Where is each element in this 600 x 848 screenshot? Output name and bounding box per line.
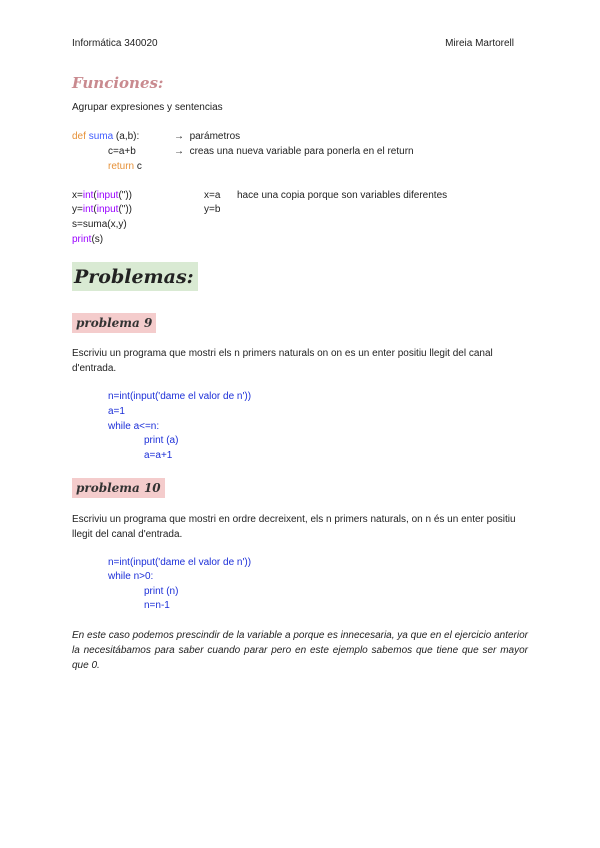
return-keyword: return — [108, 161, 135, 172]
code-x-line — [72, 189, 132, 203]
y-rest: (")) — [118, 204, 132, 215]
p10-code-line: n=int(input('dame el valor de n')) — [108, 557, 252, 568]
p9-code-line: n=int(input('dame el valor de n')) — [108, 391, 252, 402]
p10-code-line: while n>0: — [108, 571, 154, 582]
p9-code-line: print (a) — [144, 435, 179, 446]
input-builtin: input — [96, 190, 119, 201]
code-def-line — [72, 130, 139, 144]
code-print-line — [72, 233, 103, 247]
int-builtin: int — [82, 190, 94, 201]
return-value: c — [136, 161, 142, 172]
problemas-title: Problemas: — [72, 262, 198, 291]
arrow-icon: → — [174, 131, 184, 142]
def-note: parámetros — [189, 131, 241, 142]
p10-code-line: n=n-1 — [144, 600, 170, 611]
body-annotation — [174, 145, 414, 159]
p9-code-line: a=1 — [108, 406, 125, 417]
print-builtin: print — [72, 234, 92, 245]
problema-10-statement: Escriviu un programa que mostri en ordre decreixent, els n primers naturals, on n és un enter positiu llegit del canal d'entrada. — [72, 514, 516, 540]
def-annotation — [174, 130, 240, 144]
code-body-line: c=a+b — [108, 146, 136, 157]
p10-code-line: print (n) — [144, 586, 179, 597]
int-builtin: int — [82, 204, 94, 215]
problema-10-note: En este caso podemos prescindir de la variable a porque es innecesaria, ya que en el ejercicio anterior la necesitábamos para saber cuando parar pero en este ejemplo sabemos que tiene que ser mayor que 0. — [72, 630, 528, 671]
header-course: Informática 340020 — [72, 38, 158, 49]
x-rest: (")) — [118, 190, 132, 201]
p9-code-line: while a<=n: — [108, 421, 160, 432]
funciones-title: Funciones: — [72, 74, 164, 92]
x-assign: x= — [72, 190, 83, 201]
print-arg: (s) — [91, 234, 104, 245]
input-builtin: input — [96, 204, 119, 215]
p9-code-line: a=a+1 — [144, 450, 173, 461]
body-note: creas una nueva variable para ponerla en el return — [189, 146, 414, 157]
code-y-line — [72, 203, 132, 217]
x-copy-note: hace una copia porque son variables diferentes — [237, 190, 448, 201]
function-args: (a,b): — [115, 131, 140, 142]
paren: ( — [93, 190, 97, 201]
arrow-icon: → — [174, 146, 184, 157]
problema-9-statement: Escriviu un programa que mostri els n primers naturals on on es un enter positiu llegit del canal d'entrada. — [72, 348, 493, 374]
code-s-line: s=suma(x,y) — [72, 219, 127, 230]
paren: ( — [93, 204, 97, 215]
header-author: Mireia Martorell — [445, 38, 514, 49]
problema-10-title: problema 10 — [72, 478, 165, 498]
y-copy-assign: y=b — [204, 204, 221, 215]
funciones-intro: Agrupar expresiones y sentencias — [72, 102, 223, 113]
function-name: suma — [88, 131, 114, 142]
code-return-line — [108, 160, 142, 174]
x-copy-assign: x=a — [204, 190, 221, 201]
problema-9-title: problema 9 — [72, 313, 156, 333]
y-assign: y= — [72, 204, 83, 215]
def-keyword: def — [72, 131, 86, 142]
